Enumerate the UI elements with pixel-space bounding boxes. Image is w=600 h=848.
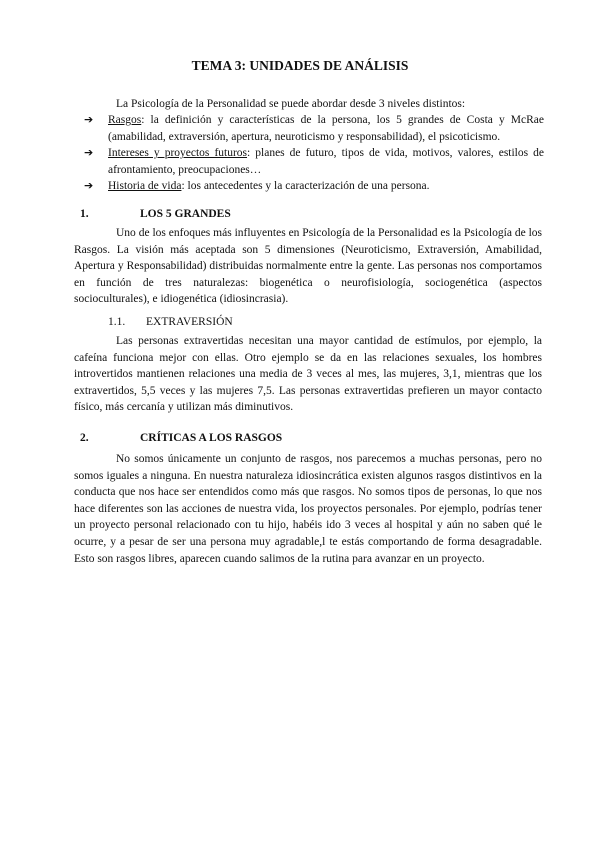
section-2-body [74,451,542,567]
level-term: Historia de vida [108,180,182,193]
arrow-right-icon: ➔ [84,146,94,160]
level-description: : la definición y características de la persona, los 5 grandes de Costa y McRae (amabilidad, extraversión, apertura, neuroticismo y responsabilidad), el psicoticismo. [108,114,544,143]
paragraph: No somos únicamente un conjunto de rasgos, nos parecemos a muchas personas, pero no somos iguales a ninguna. En nuestra naturaleza idiosincrática existen algunos rasgos distintivos en la conducta que nos hace ser entendidos como más que rasgos. No somos tipos de personas, lo que nos hace diferentes son las acciones de nuestra vida, los proyectos personales. Por ejemplo, podrías tener un proyecto personal relacionado con tu hijo, habéis ido 3 veces al hospital y aún no saben qué le ocurre, y a pesar de ser una persona muy agradable,l te estás comportando de forma desagradable. Esto son rasgos libres, aparecen cuando salimos de la rutina para avanzar en un proyecto. [74,453,542,565]
paragraph: Las personas extravertidas necesitan una mayor cantidad de estímulos, por ejemplo, la cafeína funciona mejor con ellas. Otro ejemplo se da en las relaciones sexuales, los hombres introvertidos mantienen relaciones una media de 3 veces al mes, las mujeres, 3,1, mientras que los extravertidos, 5,5 veces y las mujeres 7,5. Las personas extravertidas prefieren un mayor contacto físico, más cercanía y utilizan más diminutivos. [74,335,542,414]
levels-list [84,112,544,195]
arrow-right-icon: ➔ [84,113,94,126]
section-1-heading [80,208,231,220]
section-1-body [74,225,542,308]
list-item [84,112,544,145]
subsection-title: EXTRAVERSIÓN [146,316,233,328]
section-2-heading [80,432,282,444]
intro-text: La Psicología de la Personalidad se puede abordar desde 3 niveles distintos: [116,98,466,110]
list-item [84,178,544,195]
level-description: : los antecedentes y la caracterización de una persona. [181,180,430,193]
subsection-1-1-heading [108,316,233,328]
section-number: 1. [80,208,89,220]
list-item [84,145,544,178]
arrow-right-icon: ➔ [84,179,94,193]
section-title: LOS 5 GRANDES [140,208,231,220]
section-number: 2. [80,432,89,444]
level-description: : planes de futuro, tipos de vida, motivos, valores, estilos de afrontamiento, preocupaciones… [108,147,544,176]
paragraph: Uno de los enfoques más influyentes en Psicología de la Personalidad es la Psicología de los Rasgos. La visión más aceptada son 5 dimensiones (Neuroticismo, Extraversión, Amabilidad, Apertura y Responsabilidad) distribuidas normalmente entre la gente. Las personas nos comportamos en función de tres naturalezas: biogenética o neurofisiología, sociogenética (aspectos socioculturales), e idiogenética (idiosincrasia). [74,227,542,306]
level-term: Intereses y proyectos futuros [108,147,248,160]
subsection-1-1-body [74,333,542,416]
section-title: CRÍTICAS A LOS RASGOS [140,432,283,444]
page-title: TEMA 3: UNIDADES DE ANÁLISIS [191,58,409,73]
subsection-number: 1.1. [108,316,126,328]
level-term: Rasgos [108,114,142,126]
